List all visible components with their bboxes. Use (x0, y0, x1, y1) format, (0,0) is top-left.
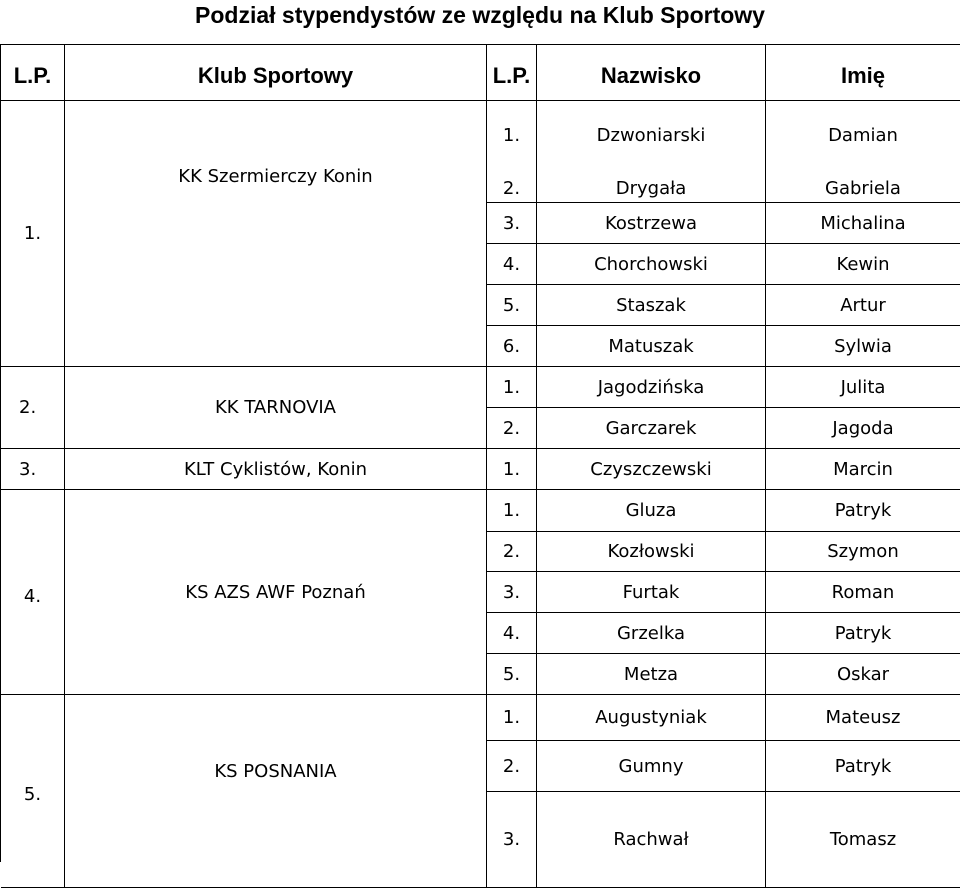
athlete-lp: 2. (487, 741, 537, 792)
athlete-lp: 4. (487, 244, 537, 285)
athlete-surname: Garczarek (537, 408, 766, 449)
athlete-surname: Matuszak (537, 326, 766, 367)
athlete-name: Michalina (766, 203, 960, 244)
athlete-lp: 3. (487, 572, 537, 613)
athlete-name: Patryk (766, 613, 960, 654)
athlete-name: Oskar (766, 654, 960, 695)
athlete-surname: Furtak (537, 572, 766, 613)
club-lp: 5. (1, 695, 65, 888)
athlete-lp: 1. (487, 367, 537, 408)
athlete-surname: Grzelka (537, 613, 766, 654)
header-name: Imię (766, 45, 960, 101)
athlete-lp: 2. (487, 531, 537, 572)
athlete-surname: Czyszczewski (537, 449, 766, 490)
athlete-lp: 3. (487, 792, 537, 888)
club-name: KS AZS AWF Poznań (65, 490, 487, 695)
athlete-surname: Staszak (537, 285, 766, 326)
athlete-lp: 3. (487, 203, 537, 244)
header-lp2: L.P. (487, 45, 537, 101)
athlete-lp: 4. (487, 613, 537, 654)
club-name: KK Szermierczy Konin (65, 101, 487, 367)
athlete-name: Patryk (766, 741, 960, 792)
athlete-lp: 1. (487, 101, 537, 162)
athlete-name: Artur (766, 285, 960, 326)
athlete-surname: Gumny (537, 741, 766, 792)
athlete-surname: Chorchowski (537, 244, 766, 285)
athlete-lp: 2. (487, 162, 537, 203)
club-lp: 4. (1, 490, 65, 695)
athlete-surname: Drygała (537, 162, 766, 203)
athlete-name: Tomasz (766, 792, 960, 888)
athlete-lp: 2. (487, 408, 537, 449)
club-name: KS POSNANIA (65, 695, 487, 888)
athlete-lp: 6. (487, 326, 537, 367)
athlete-lp: 5. (487, 285, 537, 326)
athlete-surname: Rachwał (537, 792, 766, 888)
header-club: Klub Sportowy (65, 45, 487, 101)
athlete-name: Sylwia (766, 326, 960, 367)
club-lp: 3. (1, 449, 65, 490)
athlete-name: Marcin (766, 449, 960, 490)
athlete-surname: Jagodzińska (537, 367, 766, 408)
athlete-surname: Gluza (537, 490, 766, 531)
athlete-name: Patryk (766, 490, 960, 531)
athlete-name: Mateusz (766, 695, 960, 741)
athlete-surname: Kostrzewa (537, 203, 766, 244)
athlete-surname: Kozłowski (537, 531, 766, 572)
athlete-lp: 1. (487, 695, 537, 741)
athlete-surname: Dzwoniarski (537, 101, 766, 162)
athlete-lp: 1. (487, 449, 537, 490)
athlete-surname: Augustyniak (537, 695, 766, 741)
club-lp: 1. (1, 101, 65, 367)
athlete-name: Jagoda (766, 408, 960, 449)
club-lp: 2. (1, 367, 65, 449)
athlete-lp: 5. (487, 654, 537, 695)
athlete-name: Damian (766, 101, 960, 162)
athlete-lp: 1. (487, 490, 537, 531)
athlete-name: Szymon (766, 531, 960, 572)
header-surname: Nazwisko (537, 45, 766, 101)
club-name: KLT Cyklistów, Konin (65, 449, 487, 490)
athlete-surname: Metza (537, 654, 766, 695)
athlete-name: Julita (766, 367, 960, 408)
header-lp: L.P. (1, 45, 65, 101)
club-name: KK TARNOVIA (65, 367, 487, 449)
athlete-name: Roman (766, 572, 960, 613)
athlete-name: Kewin (766, 244, 960, 285)
scholarship-table (0, 44, 960, 862)
athlete-name: Gabriela (766, 162, 960, 203)
page-title: Podział stypendystów ze względu na Klub Sportowy (195, 2, 765, 28)
